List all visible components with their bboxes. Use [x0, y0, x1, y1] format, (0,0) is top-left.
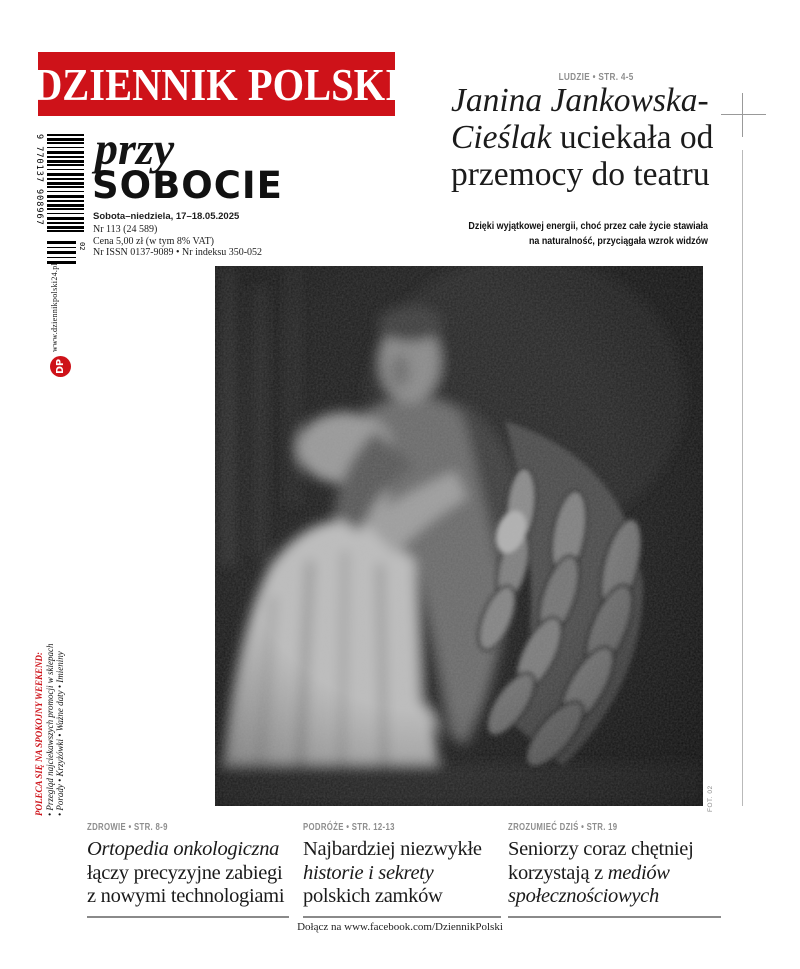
- barcode-addon-digits: 02: [78, 242, 86, 251]
- barcode-digits: 9 770137 908967: [34, 134, 44, 226]
- crop-mark-horizontal: [721, 114, 766, 115]
- teaser-society: [508, 817, 721, 918]
- cover-photo: [215, 266, 703, 806]
- crop-mark-vertical: [742, 93, 743, 137]
- teaser-society-line2a: korzystają z: [508, 861, 608, 884]
- promo-line1: • Przegląd najciekawszych promocji w sklepach: [44, 643, 55, 816]
- teaser-society-rule: [508, 916, 721, 918]
- teaser-society-line3: społecznościowych: [508, 885, 659, 907]
- lead-headline-line2-regular: uciekała od: [551, 119, 714, 156]
- promo-line2: • Porady • Krzyżówki • Ważne daty • Imieniny: [55, 651, 65, 816]
- dp-logo-badge: [50, 356, 71, 377]
- price-line: Cena 5,00 zł (w tym 8% VAT): [93, 235, 215, 247]
- teaser-society-kicker: ZROZUMIEĆ DZIŚ • STR. 19: [508, 822, 618, 833]
- lead-standfirst: [463, 219, 708, 249]
- date-line: Sobota–niedziela, 17–18.05.2025: [93, 211, 240, 222]
- teaser-health-line3: z nowymi technologiami: [87, 885, 285, 907]
- standfirst-line2: na naturalność, przyciągała wzrok widzów: [528, 235, 708, 247]
- issue-number: Nr 113 (24 589): [93, 224, 158, 235]
- barcode: [47, 134, 84, 233]
- masthead-banner: [32, 52, 401, 116]
- teaser-health-line2: łączy precyzyjne zabiegi: [87, 861, 283, 884]
- teaser-health-kicker: ZDROWIE • STR. 8-9: [87, 822, 168, 833]
- teaser-society-headline: [508, 838, 721, 909]
- facebook-line: Dołącz na www.facebook.com/DziennikPolski: [297, 921, 503, 933]
- teaser-health-line1: Ortopedia onkologiczna: [87, 838, 280, 860]
- right-column-rule: [742, 150, 743, 806]
- website-url-vertical: www.dziennikpolski24.pl: [50, 262, 59, 352]
- lead-kicker: LUDZIE • STR. 4-5: [558, 71, 634, 83]
- teaser-health-headline: [87, 838, 289, 909]
- teaser-health: [87, 817, 289, 918]
- teaser-travel-line3: polskich zamków: [303, 885, 443, 907]
- newspaper-title: DZIENNIK POLSKI: [32, 58, 401, 110]
- teaser-travel: [303, 817, 501, 918]
- lead-headline-line1: Janina Jankowska-: [451, 82, 709, 119]
- teaser-travel-kicker: PODRÓŻE • STR. 12-13: [303, 822, 395, 833]
- promo-title: POLECA SIĘ NA SPOKOJNY WEEKEND:: [34, 651, 44, 816]
- lead-headline: [451, 82, 713, 193]
- lead-headline-line3: przemocy do teatru: [451, 156, 710, 193]
- teaser-travel-headline: [303, 838, 501, 909]
- lead-headline-line2-italic: Cieślak: [451, 119, 552, 156]
- weekend-promo-vertical: [34, 643, 66, 816]
- teaser-health-rule: [87, 916, 289, 918]
- supplement-script-logo: przy: [95, 123, 175, 174]
- issue-info-block: [93, 211, 262, 259]
- issn-line: Nr ISSN 0137-9089 • Nr indeksu 350-052: [93, 247, 263, 258]
- standfirst-line1: Dzięki wyjątkowej energii, choć przez całe życie stawiała: [468, 220, 708, 232]
- teaser-travel-line2: historie i sekrety: [303, 861, 434, 884]
- barcode-addon: [47, 241, 76, 265]
- dp-logo-text: DP: [54, 359, 66, 374]
- teaser-society-line1: Seniorzy coraz chętniej: [508, 838, 694, 860]
- supplement-title: SOBOCIE: [92, 164, 283, 207]
- teaser-society-line2b: mediów: [607, 861, 670, 884]
- teaser-travel-rule: [303, 916, 501, 918]
- teaser-travel-line1: Najbardziej niezwykłe: [303, 838, 482, 860]
- photo-credit: FOT. 02: [707, 785, 714, 812]
